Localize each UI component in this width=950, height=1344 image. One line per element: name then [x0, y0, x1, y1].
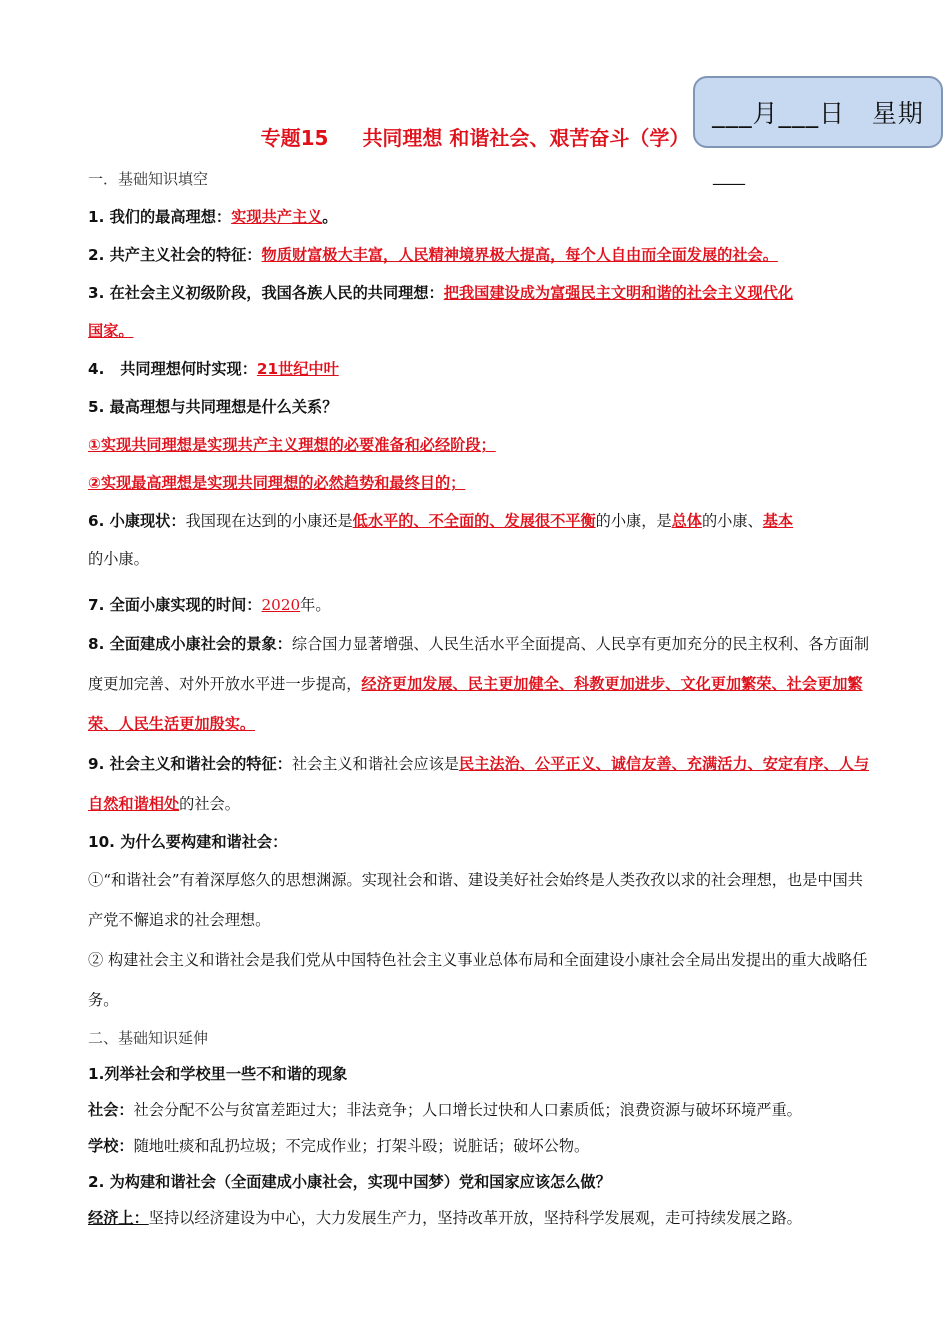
extension-2-economy [88, 1200, 872, 1236]
extension-1-society-text: 社会分配不公与贫富差距过大；非法竞争；人口增长过快和人口素质低；浪费资源与破坏环境严重。 [133, 1101, 802, 1119]
extension-1-label: 1.列举社会和学校里一些不和谐的现象 [88, 1065, 348, 1083]
question-1-answer: 实现共产主义 [231, 208, 323, 226]
section-heading-1: 一．基础知识填空 [88, 170, 209, 188]
question-5 [88, 388, 872, 426]
page-title-topic-name: 共同理想 和谐社会、艰苦奋斗（学） [362, 126, 690, 150]
extension-1-society-label: 社会： [88, 1101, 134, 1119]
question-1-label: 1. 我们的最高理想： [88, 208, 232, 226]
question-10 [88, 824, 872, 860]
question-8-text: 综合国力显著增强、人民生活水平全面提高、人民享有更加充分的民主权利、各方面制度更加完善、对外开放水平进一步提高， [88, 635, 869, 693]
question-5-answer-2 [88, 464, 872, 502]
question-9-answer: 民主法治、公平正义、诚信友善、充满活力、安定有序、人与自然和谐相处 [88, 755, 869, 813]
question-6-text-4: 的小康。 [88, 550, 149, 568]
question-3-answer-line1: 把我国建设成为富强民主文明和谐的社会主义现代化 [443, 284, 794, 302]
question-6-label: 6. 小康现状： [88, 512, 186, 530]
question-3-label: 3. 在社会主义初级阶段，我国各族人民的共同理想： [88, 284, 444, 302]
question-2-answer: 物质财富极大丰富，人民精神境界极大提高，每个人自由而全面发展的社会。 [261, 246, 778, 264]
question-10-label: 10. 为什么要构建和谐社会： [88, 833, 288, 851]
question-5-answer-1 [88, 426, 872, 464]
question-5-answer-1-text: ①实现共同理想是实现共产主义理想的必要准备和必经阶段； [88, 436, 496, 454]
question-6 [88, 502, 872, 540]
question-1 [88, 198, 872, 236]
date-box-text: ___月___日 星期 [712, 99, 924, 128]
question-9-text-1: 社会主义和谐社会应该是 [291, 755, 459, 773]
question-6-text-3: 的小康、 [701, 512, 763, 530]
question-4-answer: 21世纪中叶 [256, 360, 339, 378]
page-title-topic-number: 专题15 [260, 126, 329, 150]
question-8-label: 8. 全面建成小康社会的景象： [88, 635, 292, 653]
document-body [88, 160, 872, 1236]
question-8 [88, 624, 872, 744]
question-9-label: 9. 社会主义和谐社会的特征： [88, 755, 292, 773]
question-3-cont [88, 312, 872, 350]
extension-2-economy-label: 经济上： [88, 1209, 149, 1227]
question-6-answer-3: 基本 [762, 512, 794, 530]
question-4 [88, 350, 872, 388]
extension-1-school [88, 1128, 872, 1164]
question-5-label: 5. 最高理想与共同理想是什么关系？ [88, 398, 338, 416]
question-9 [88, 744, 872, 824]
question-10-answer-1: ①“和谐社会”有着深厚悠久的思想渊源。实现社会和谐、建设美好社会始终是人类孜孜以求的社会理想，也是中国共产党不懈追求的社会理想。 [88, 871, 863, 929]
question-7 [88, 586, 872, 624]
extension-1-school-label: 学校： [88, 1137, 134, 1155]
question-7-label: 7. 全面小康实现的时间： [88, 596, 262, 614]
extension-1 [88, 1056, 872, 1092]
extension-2-economy-text: 坚持以经济建设为中心，大力发展生产力，坚持改革开放，坚持科学发展观，走可持续发展之路。 [148, 1209, 802, 1227]
question-7-answer: 2020 [261, 596, 301, 614]
date-box-tail: ____ [713, 166, 745, 185]
question-3 [88, 274, 872, 312]
question-10-answer-2: ② 构建社会主义和谐社会是我们党从中国特色社会主义事业总体布局和全面建设小康社会全局出发提出的重大战略任务。 [88, 951, 868, 1009]
question-2 [88, 236, 872, 274]
question-1-end: 。 [322, 208, 338, 226]
section-heading-2: 二、基础知识延伸 [88, 1029, 209, 1047]
question-6-text-2: 的小康，是 [595, 512, 672, 530]
extension-1-society [88, 1092, 872, 1128]
extension-2 [88, 1164, 872, 1200]
question-8-answer: 经济更加发展、民主更加健全、科教更加进步、文化更加繁荣、社会更加繁荣、人民生活更加殷实。 [88, 675, 863, 733]
question-2-label: 2. 共产主义社会的特征： [88, 246, 262, 264]
question-4-label: 4. 共同理想何时实现： [88, 360, 257, 378]
question-6-cont [88, 540, 872, 578]
question-7-end: 年。 [300, 596, 331, 614]
question-6-text-1: 我国现在达到的小康还是 [185, 512, 353, 530]
question-9-text-2: 的社会。 [179, 795, 240, 813]
question-3-answer-line2: 国家。 [88, 322, 134, 340]
question-5-answer-2-text: ②实现最高理想是实现共同理想的必然趋势和最终目的； [88, 474, 466, 492]
extension-2-label: 2. 为构建和谐社会（全面建成小康社会，实现中国梦）党和国家应该怎么做？ [88, 1173, 611, 1191]
page-title [0, 122, 950, 151]
extension-1-school-text: 随地吐痰和乱扔垃圾；不完成作业；打架斗殴；说脏话；破坏公物。 [133, 1137, 590, 1155]
question-6-answer-1: 低水平的、不全面的、发展很不平衡 [352, 512, 596, 530]
question-6-answer-2: 总体 [671, 512, 702, 530]
